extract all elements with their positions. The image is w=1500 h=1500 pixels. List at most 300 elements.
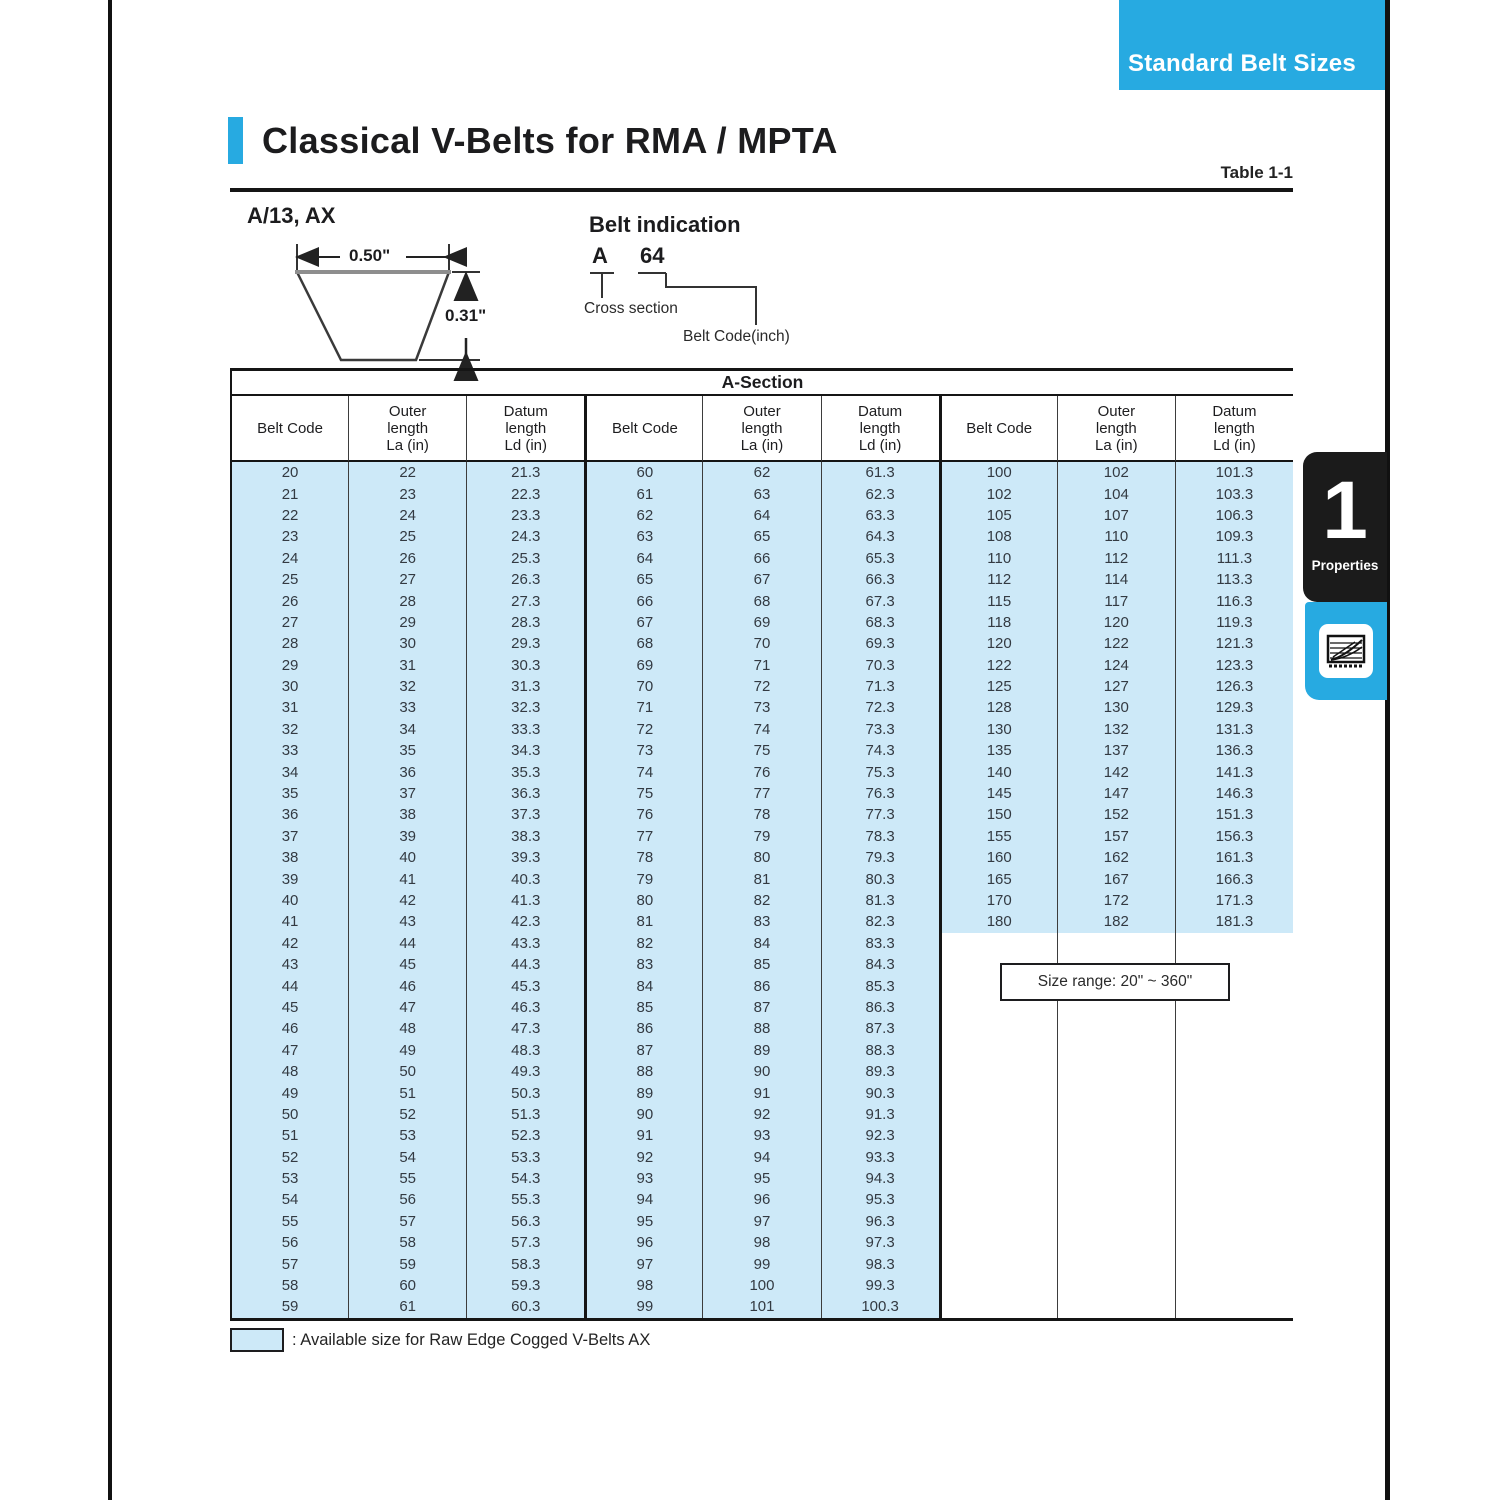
table-cell (1057, 1211, 1175, 1232)
title-accent-bar (228, 117, 243, 164)
table-cell: 66 (702, 548, 820, 569)
table-cell: 105 (939, 505, 1057, 526)
table-cell: 136.3 (1175, 740, 1293, 761)
table-cell: 31 (230, 697, 348, 718)
table-cell: 47 (348, 997, 466, 1018)
belt-code-value: 64 (640, 243, 665, 268)
table-cell: 48.3 (466, 1040, 584, 1061)
table-cell (1175, 1082, 1293, 1103)
table-cell (1175, 1168, 1293, 1189)
table-cell: 76 (702, 761, 820, 782)
table-cell: 28 (230, 633, 348, 654)
table-cell: 33.3 (466, 719, 584, 740)
table-cell: 76.3 (821, 783, 939, 804)
table-cell: 55 (230, 1211, 348, 1232)
column-header: Outer length La (in) (1057, 396, 1175, 462)
table-cell: 38.3 (466, 826, 584, 847)
table-cell: 41.3 (466, 890, 584, 911)
table-cell: 90.3 (821, 1082, 939, 1103)
table-cell: 58 (230, 1275, 348, 1296)
table-cell: 92 (584, 1147, 702, 1168)
table-cell: 46 (348, 975, 466, 996)
table-cell: 119.3 (1175, 612, 1293, 633)
table-cell: 128 (939, 697, 1057, 718)
table-cell: 39.3 (466, 847, 584, 868)
table-cell: 49.3 (466, 1061, 584, 1082)
belt-code-label: Belt Code(inch) (683, 328, 790, 345)
cross-section-value: A (592, 243, 608, 268)
table-cell: 55.3 (466, 1189, 584, 1210)
table-cell: 74.3 (821, 740, 939, 761)
table-cell: 82 (584, 933, 702, 954)
table-cell: 26.3 (466, 569, 584, 590)
table-cell: 62.3 (821, 483, 939, 504)
table-cell: 62 (584, 505, 702, 526)
table-cell: 86 (584, 1018, 702, 1039)
table-cell: 39 (230, 868, 348, 889)
table-cell: 87 (584, 1040, 702, 1061)
table-cell (1057, 1082, 1175, 1103)
table-cell: 79 (702, 826, 820, 847)
table-cell: 130 (1057, 697, 1175, 718)
table-cell (1175, 1061, 1293, 1082)
table-cell: 100 (702, 1275, 820, 1296)
table-cell: 88 (702, 1018, 820, 1039)
table-cell: 20 (230, 462, 348, 483)
table-cell: 103.3 (1175, 483, 1293, 504)
table-cell: 97.3 (821, 1232, 939, 1253)
table-cell (1175, 933, 1293, 954)
table-cell: 91.3 (821, 1104, 939, 1125)
corner-tab-label: Standard Belt Sizes (1128, 50, 1356, 77)
table-cell: 30.3 (466, 655, 584, 676)
table-cell: 64.3 (821, 526, 939, 547)
table-cell: 54.3 (466, 1168, 584, 1189)
table-cell: 84 (702, 933, 820, 954)
table-cell: 63.3 (821, 505, 939, 526)
table-cell: 52 (348, 1104, 466, 1125)
table-cell: 21 (230, 483, 348, 504)
table-cell: 24 (230, 548, 348, 569)
table-cell: 29 (348, 612, 466, 633)
table-cell: 85.3 (821, 975, 939, 996)
table-cell: 60 (584, 462, 702, 483)
table-cell: 112 (1057, 548, 1175, 569)
table-cell: 48 (348, 1018, 466, 1039)
table-cell: 80 (584, 890, 702, 911)
column-header: Datum length Ld (in) (821, 396, 939, 462)
table-cell (1175, 1253, 1293, 1274)
table-cell: 71 (702, 655, 820, 676)
table-cell: 58 (348, 1232, 466, 1253)
page-title: Classical V-Belts for RMA / MPTA (262, 120, 838, 161)
table-cell: 160 (939, 847, 1057, 868)
chapter-label: Properties (1311, 558, 1379, 573)
table-cell: 99 (702, 1253, 820, 1274)
table-cell: 60 (348, 1275, 466, 1296)
table-cell: 59.3 (466, 1275, 584, 1296)
table-section-title: A-Section (230, 368, 1293, 396)
table-cell: 120 (939, 633, 1057, 654)
table-cell: 37 (348, 783, 466, 804)
table-cell: 98 (702, 1232, 820, 1253)
table-cell: 55 (348, 1168, 466, 1189)
table-cell: 42 (348, 890, 466, 911)
table-cell: 57.3 (466, 1232, 584, 1253)
table-cell: 96 (584, 1232, 702, 1253)
table-cell: 83 (584, 954, 702, 975)
table-cell: 81.3 (821, 890, 939, 911)
table-cell: 26 (230, 590, 348, 611)
table-cell: 181.3 (1175, 911, 1293, 932)
table-cell: 39 (348, 826, 466, 847)
table-cell: 100 (939, 462, 1057, 483)
table-cell: 59 (230, 1296, 348, 1317)
table-cell: 45 (348, 954, 466, 975)
table-cell (939, 1168, 1057, 1189)
table-cell (939, 1275, 1057, 1296)
table-cell: 116.3 (1175, 590, 1293, 611)
chart-icon (1319, 624, 1373, 678)
table-cell: 61 (584, 483, 702, 504)
cross-section-label: Cross section (584, 300, 678, 317)
table-cell (939, 1040, 1057, 1061)
table-cell: 96 (702, 1189, 820, 1210)
size-range-note: Size range: 20" ~ 360" (1000, 963, 1230, 1001)
column-header: Datum length Ld (in) (1175, 396, 1293, 462)
table-cell: 80 (702, 847, 820, 868)
table-cell: 79.3 (821, 847, 939, 868)
table-cell (1175, 1104, 1293, 1125)
table-cell: 150 (939, 804, 1057, 825)
table-cell: 120 (1057, 612, 1175, 633)
table-cell: 122 (1057, 633, 1175, 654)
column-header: Belt Code (584, 396, 702, 462)
table-cell: 129.3 (1175, 697, 1293, 718)
table-cell: 47 (230, 1040, 348, 1061)
table-cell: 35 (230, 783, 348, 804)
table-cell: 59 (348, 1253, 466, 1274)
table-cell: 40 (348, 847, 466, 868)
table-cell: 63 (702, 483, 820, 504)
table-cell: 77 (584, 826, 702, 847)
table-cell: 91 (584, 1125, 702, 1146)
table-cell: 27 (348, 569, 466, 590)
table-cell: 40 (230, 890, 348, 911)
table-cell: 108 (939, 526, 1057, 547)
table-cell: 23.3 (466, 505, 584, 526)
table-cell: 51 (348, 1082, 466, 1103)
table-cell: 83.3 (821, 933, 939, 954)
table-cell: 74 (702, 719, 820, 740)
table-cell: 29.3 (466, 633, 584, 654)
table-cell: 56.3 (466, 1211, 584, 1232)
table-cell: 86 (702, 975, 820, 996)
table-cell: 95 (584, 1211, 702, 1232)
table-cell: 107 (1057, 505, 1175, 526)
table-cell: 51 (230, 1125, 348, 1146)
table-cell: 101 (702, 1296, 820, 1317)
table-cell (1057, 1147, 1175, 1168)
table-cell: 30 (230, 676, 348, 697)
table-cell: 26 (348, 548, 466, 569)
table-cell: 92.3 (821, 1125, 939, 1146)
table-cell: 24.3 (466, 526, 584, 547)
table-cell: 65.3 (821, 548, 939, 569)
table-cell: 43 (348, 911, 466, 932)
table-cell (1057, 1125, 1175, 1146)
table-cell: 23 (348, 483, 466, 504)
table-cell: 94.3 (821, 1168, 939, 1189)
chapter-tab (1303, 452, 1387, 602)
table-cell: 123.3 (1175, 655, 1293, 676)
table-cell: 78.3 (821, 826, 939, 847)
table-cell: 69 (584, 655, 702, 676)
table-cell: 56 (348, 1189, 466, 1210)
table-cell: 43 (230, 954, 348, 975)
table-cell: 145 (939, 783, 1057, 804)
table-cell: 44 (348, 933, 466, 954)
table-cell: 38 (230, 847, 348, 868)
table-cell: 44 (230, 975, 348, 996)
table-cell: 56 (230, 1232, 348, 1253)
table-cell: 76 (584, 804, 702, 825)
table-cell: 23 (230, 526, 348, 547)
table-cell: 50.3 (466, 1082, 584, 1103)
table-cell: 27.3 (466, 590, 584, 611)
table-cell: 49 (230, 1082, 348, 1103)
table-cell: 51.3 (466, 1104, 584, 1125)
table-cell: 71.3 (821, 676, 939, 697)
table-cell: 52 (230, 1147, 348, 1168)
table-cell (1175, 1125, 1293, 1146)
table-cell: 69.3 (821, 633, 939, 654)
table-cell: 152 (1057, 804, 1175, 825)
table-cell: 50 (348, 1061, 466, 1082)
table-cell (1175, 1211, 1293, 1232)
table-cell: 68.3 (821, 612, 939, 633)
legend-text: : Available size for Raw Edge Cogged V-Belts AX (292, 1331, 651, 1349)
table-cell (1175, 1296, 1293, 1317)
table-cell: 95.3 (821, 1189, 939, 1210)
table-cell: 170 (939, 890, 1057, 911)
table-cell: 90 (584, 1104, 702, 1125)
table-cell: 25 (348, 526, 466, 547)
title-rule (230, 188, 1293, 192)
table-cell (1057, 1061, 1175, 1082)
table-cell: 22 (348, 462, 466, 483)
table-cell (1175, 1040, 1293, 1061)
table-cell: 85 (584, 997, 702, 1018)
table-cell: 53 (348, 1125, 466, 1146)
belt-size-table (230, 368, 1293, 1321)
column-header: Datum length Ld (in) (466, 396, 584, 462)
table-cell: 97 (702, 1211, 820, 1232)
table-cell: 47.3 (466, 1018, 584, 1039)
table-cell (1175, 1275, 1293, 1296)
chapter-number: 1 (1322, 465, 1368, 556)
table-cell: 42.3 (466, 911, 584, 932)
table-cell: 82.3 (821, 911, 939, 932)
table-cell: 41 (348, 868, 466, 889)
table-cell: 21.3 (466, 462, 584, 483)
table-cell (939, 1211, 1057, 1232)
table-cell: 156.3 (1175, 826, 1293, 847)
table-cell (1175, 1147, 1293, 1168)
table-cell: 161.3 (1175, 847, 1293, 868)
table-cell: 57 (230, 1253, 348, 1274)
table-cell (1175, 1189, 1293, 1210)
table-cell: 85 (702, 954, 820, 975)
table-cell (1057, 1275, 1175, 1296)
table-cell: 110 (1057, 526, 1175, 547)
table-cell: 64 (702, 505, 820, 526)
table-cell: 124 (1057, 655, 1175, 676)
table-cell (1175, 1232, 1293, 1253)
table-cell: 65 (702, 526, 820, 547)
table-cell: 99 (584, 1296, 702, 1317)
table-cell (939, 1125, 1057, 1146)
table-cell: 22.3 (466, 483, 584, 504)
table-cell: 79 (584, 868, 702, 889)
table-cell: 102 (939, 483, 1057, 504)
legend-swatch (230, 1328, 284, 1352)
table-cell (939, 1082, 1057, 1103)
table-cell: 106.3 (1175, 505, 1293, 526)
table-cell: 89 (702, 1040, 820, 1061)
table-cell: 122 (939, 655, 1057, 676)
table-cell: 22 (230, 505, 348, 526)
table-cell: 30 (348, 633, 466, 654)
table-cell: 24 (348, 505, 466, 526)
table-cell: 62 (702, 462, 820, 483)
table-cell: 141.3 (1175, 761, 1293, 782)
table-cell: 74 (584, 761, 702, 782)
page-edge-line-left (108, 0, 112, 1500)
table-cell (939, 1147, 1057, 1168)
table-cell: 68 (584, 633, 702, 654)
table-cell: 151.3 (1175, 804, 1293, 825)
table-cell: 104 (1057, 483, 1175, 504)
table-cell: 78 (702, 804, 820, 825)
table-cell: 171.3 (1175, 890, 1293, 911)
table-cell (1175, 1018, 1293, 1039)
table-cell: 73.3 (821, 719, 939, 740)
table-cell: 82 (702, 890, 820, 911)
table-cell: 132 (1057, 719, 1175, 740)
table-cell: 37.3 (466, 804, 584, 825)
table-cell: 167 (1057, 868, 1175, 889)
table-cell: 35.3 (466, 761, 584, 782)
table-cell (939, 1253, 1057, 1274)
table-cell: 131.3 (1175, 719, 1293, 740)
table-cell: 137 (1057, 740, 1175, 761)
table-cell: 89.3 (821, 1061, 939, 1082)
table-cell: 63 (584, 526, 702, 547)
table-cell: 157 (1057, 826, 1175, 847)
table-cell: 77 (702, 783, 820, 804)
table-cell: 32 (230, 719, 348, 740)
table-cell: 68 (702, 590, 820, 611)
table-cell: 67 (702, 569, 820, 590)
table-cell: 33 (230, 740, 348, 761)
table-cell: 52.3 (466, 1125, 584, 1146)
table-cell: 46.3 (466, 997, 584, 1018)
column-header: Outer length La (in) (348, 396, 466, 462)
table-body (230, 462, 1293, 1321)
table-cell: 36.3 (466, 783, 584, 804)
column-header: Belt Code (939, 396, 1057, 462)
table-cell: 41 (230, 911, 348, 932)
table-cell: 121.3 (1175, 633, 1293, 654)
table-cell: 111.3 (1175, 548, 1293, 569)
table-cell: 70 (584, 676, 702, 697)
table-cell: 99.3 (821, 1275, 939, 1296)
table-cell: 126.3 (1175, 676, 1293, 697)
table-cell: 34.3 (466, 740, 584, 761)
table-cell: 72.3 (821, 697, 939, 718)
table-cell: 84 (584, 975, 702, 996)
table-cell (1057, 1168, 1175, 1189)
table-cell: 93 (584, 1168, 702, 1189)
table-cell (1057, 1189, 1175, 1210)
table-cell (939, 1104, 1057, 1125)
table-cell: 93 (702, 1125, 820, 1146)
table-cell: 86.3 (821, 997, 939, 1018)
table-cell: 73 (702, 697, 820, 718)
table-cell: 36 (348, 761, 466, 782)
table-cell (939, 1296, 1057, 1317)
table-number-label: Table 1-1 (1220, 163, 1293, 182)
table-cell: 113.3 (1175, 569, 1293, 590)
table-cell: 172 (1057, 890, 1175, 911)
table-cell: 73 (584, 740, 702, 761)
table-cell: 71 (584, 697, 702, 718)
table-cell: 130 (939, 719, 1057, 740)
table-cell: 25 (230, 569, 348, 590)
table-cell: 72 (702, 676, 820, 697)
table-cell: 64 (584, 548, 702, 569)
table-cell: 46 (230, 1018, 348, 1039)
table-cell: 94 (702, 1147, 820, 1168)
table-cell: 50 (230, 1104, 348, 1125)
table-cell: 58.3 (466, 1253, 584, 1274)
table-cell: 142 (1057, 761, 1175, 782)
table-cell: 88.3 (821, 1040, 939, 1061)
table-header-row (230, 396, 1293, 462)
table-cell: 28.3 (466, 612, 584, 633)
table-cell: 43.3 (466, 933, 584, 954)
table-cell: 118 (939, 612, 1057, 633)
table-cell: 69 (702, 612, 820, 633)
table-cell (939, 1189, 1057, 1210)
table-cell: 102 (1057, 462, 1175, 483)
page-edge-line-right (1385, 0, 1390, 1500)
chapter-icon-tab (1305, 602, 1387, 700)
table-cell (1057, 1296, 1175, 1317)
table-cell: 34 (230, 761, 348, 782)
table-cell: 31 (348, 655, 466, 676)
height-dimension: 0.31" (442, 306, 489, 326)
table-cell: 42 (230, 933, 348, 954)
table-cell (1057, 1104, 1175, 1125)
table-cell: 32 (348, 676, 466, 697)
table-cell: 165 (939, 868, 1057, 889)
table-cell: 115 (939, 590, 1057, 611)
table-cell: 65 (584, 569, 702, 590)
table-cell: 66.3 (821, 569, 939, 590)
table-cell: 97 (584, 1253, 702, 1274)
